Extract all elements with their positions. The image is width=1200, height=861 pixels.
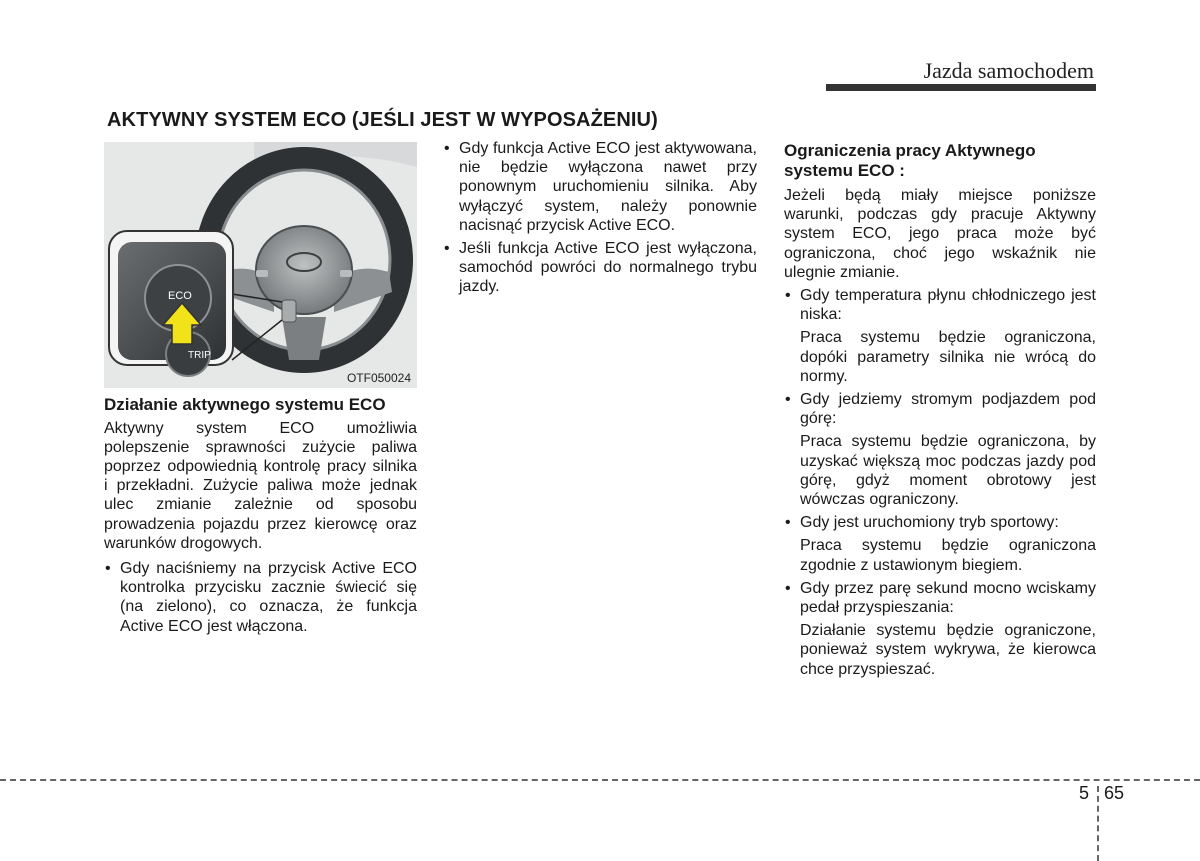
wheel-spoke-bottom — [282, 317, 326, 360]
spoke-button-icon — [340, 270, 352, 277]
list-item-detail: Praca systemu będzie ograniczona zgodnie z ustawionym biegiem. — [800, 537, 1096, 574]
chapter-number: 5 — [1079, 783, 1090, 803]
list-item-text: Gdy temperatura płynu chłodniczego jest niska: — [800, 287, 1096, 324]
subheading-eco-operation: Działanie aktywnego systemu ECO — [104, 395, 386, 414]
column-3 — [784, 141, 1096, 679]
bullet-list — [104, 559, 417, 636]
page-number: 65 — [1104, 783, 1125, 803]
paragraph-limitations-intro: Jeżeli będą miały miejsce poniższe warunki, podczas gdy pracuje Aktywny system ECO, jego praca może być ograniczona, choć jego wskaźnik nie ulegnie zmianie. — [784, 187, 1096, 281]
eco-button-label: ECO — [168, 290, 192, 302]
list-item-detail: Praca systemu będzie ograniczona, by uzyskać większą moc podczas jazdy pod górę, gdyż moment obrotowy jest wówczas ograniczony. — [800, 433, 1096, 509]
header-rule — [826, 84, 1096, 91]
column-2 — [443, 139, 757, 297]
list-item — [784, 286, 1096, 386]
footer-vertical-divider — [1097, 786, 1099, 861]
running-header: Jazda samochodem — [923, 58, 1094, 83]
figure-code: OTF050024 — [346, 371, 411, 385]
section-heading: AKTYWNY SYSTEM ECO (JEŚLI JEST W WYPOSAŻENIU) — [107, 109, 658, 131]
paragraph-eco-intro: Aktywny system ECO umożliwia polepszenie sprawności zużycie paliwa poprzez odpowiednią kontrolę pracy silnika i przekładni. Zużycie paliwa może jednak ulec zmianie zależnie od sposobu prowadzenia pojazdu przez kierowcę oraz warunków drogowych. — [104, 419, 417, 552]
bullet-list — [443, 139, 757, 297]
column-1 — [104, 395, 417, 636]
list-item-detail: Działanie systemu będzie ograniczone, ponieważ system wykrywa, że kierowca chce przyspieszać. — [800, 622, 1096, 678]
list-item — [784, 390, 1096, 509]
list-item — [784, 579, 1096, 679]
subheading-limitations: Ograniczenia pracy Aktywnego systemu ECO : — [784, 141, 1036, 180]
steering-wheel-illustration — [104, 142, 417, 388]
bullet-list — [784, 286, 1096, 679]
list-item-text: Gdy jedziemy stromym podjazdem pod górę: — [800, 391, 1096, 428]
list-item-text: Gdy jest uruchomiony tryb sportowy: — [800, 514, 1059, 532]
footer-divider — [0, 779, 1200, 781]
spoke-button-icon — [256, 270, 268, 277]
list-item: • Gdy funkcja Active ECO jest aktywowana, nie będzie wyłączona nawet przy ponownym uruchomieniu silnika. Aby wyłączyć system, należy ponownie nacisnąć przycisk Active ECO. — [443, 139, 757, 235]
list-item — [784, 513, 1096, 575]
eco-button-location-icon — [282, 300, 296, 322]
trip-button-label: TRIP — [188, 350, 211, 361]
list-item: • Gdy naciśniemy na przycisk Active ECO kontrolka przycisku zacznie świecić się (na zielono), co oznacza, że funkcja Active ECO jest włączona. — [104, 559, 417, 636]
steering-wheel-figure — [104, 142, 417, 388]
list-item-detail: Praca systemu będzie ograniczona, dopóki parametry silnika nie wrócą do normy. — [800, 329, 1096, 385]
list-item-text: Gdy przez parę sekund mocno wciskamy pedał przyspieszania: — [800, 579, 1096, 617]
list-item: • Jeśli funkcja Active ECO jest wyłączona, samochód powróci do normalnego trybu jazdy. — [443, 239, 757, 297]
